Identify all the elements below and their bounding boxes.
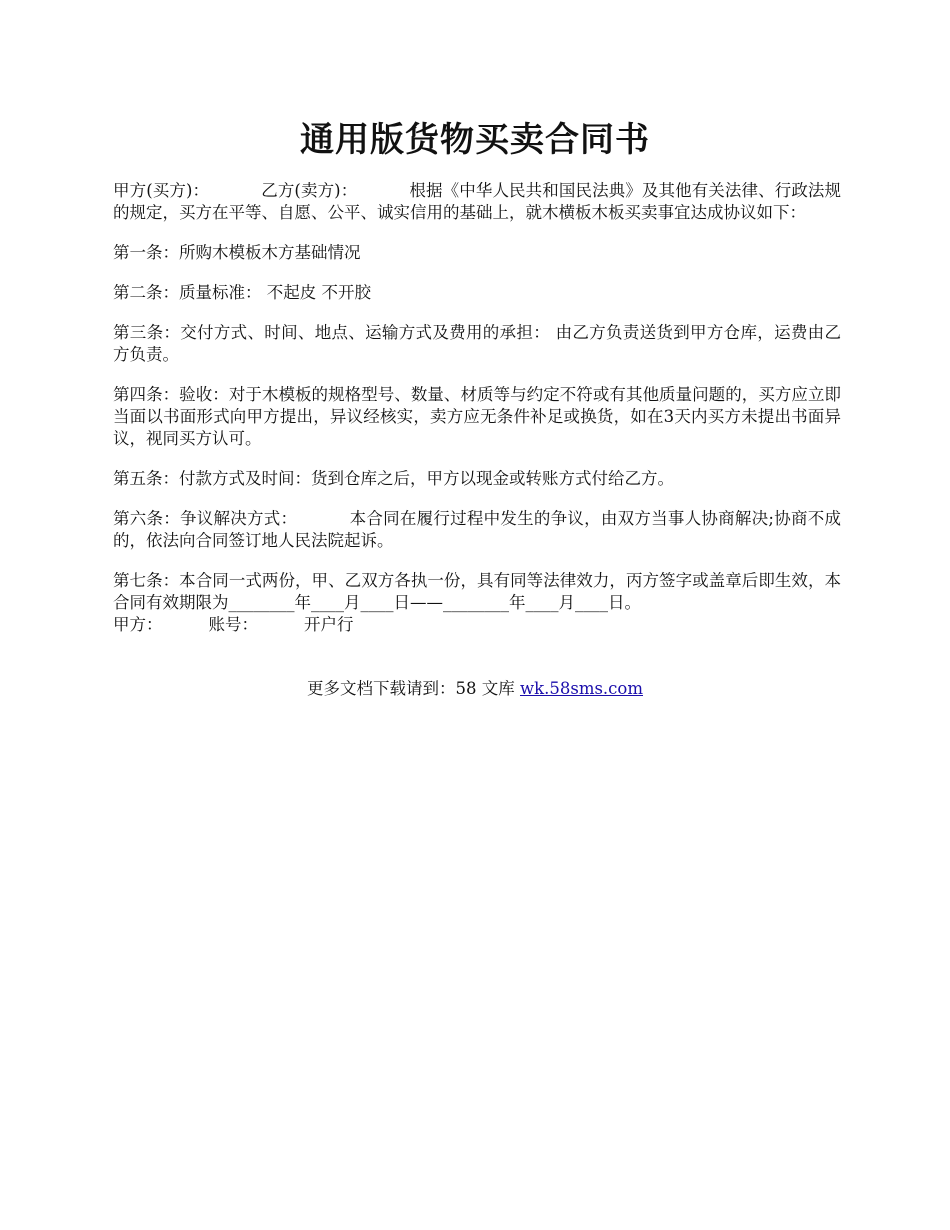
article-3: 第三条：交付方式、时间、地点、运输方式及费用的承担： 由乙方负责送货到甲方仓库，运费由乙方负责。 [113,323,841,364]
intro-text: 根据《中华人民共和国民法典》及其他有关法律、行政法规的规定，买方在平等、自愿、公平、诚实信用的基础上，就木横板木板买卖事宜达成协议如下： [113,181,842,222]
article-7: 第七条：本合同一式两份，甲、乙双方各执一份，具有同等法律效力，丙方签字或盖章后即生效，本合同有效期限为________年____月____日——________年____月____日。 [113,571,841,612]
article-1: 第一条：所购木模板木方基础情况 [113,243,361,262]
article-2: 第二条：质量标准： 不起皮 不开胶 [113,283,371,302]
signature-account: 账号： [208,615,258,634]
article-6-text: 本合同在履行过程中发生的争议，由双方当事人协商解决;协商不成的，依法向合同签订地人民法院起诉。 [113,509,842,550]
article-5: 第五条：付款方式及时间：货到仓库之后，甲方以现金或转账方式付给乙方。 [113,469,674,488]
article-6-label: 第六条：争议解决方式： [113,509,298,528]
document-body [113,180,841,636]
footer-prefix: 更多文档下载请到：58 文库 [306,679,520,698]
signature-line [113,614,841,636]
article-4: 第四条：验收：对于木模板的规格型号、数量、材质等与约定不符或有其他质量问题的，买方应立即当面以书面形式向甲方提出，异议经核实，卖方应无条件补足或换货，如在3天内买方未提出书面异议，视同买方认可。 [113,385,841,448]
intro-paragraph [113,180,841,224]
document-title: 通用版货物买卖合同书 [300,120,650,160]
footer-note [0,678,950,700]
footer-link[interactable]: wk.58sms.com [519,679,643,698]
signature-party-a: 甲方： [113,615,163,634]
signature-bank: 开户行 [304,615,354,634]
party-b-label: 乙方(卖方)： [261,181,358,200]
article-6 [113,508,841,552]
party-a-label: 甲方(买方)： [113,181,210,200]
